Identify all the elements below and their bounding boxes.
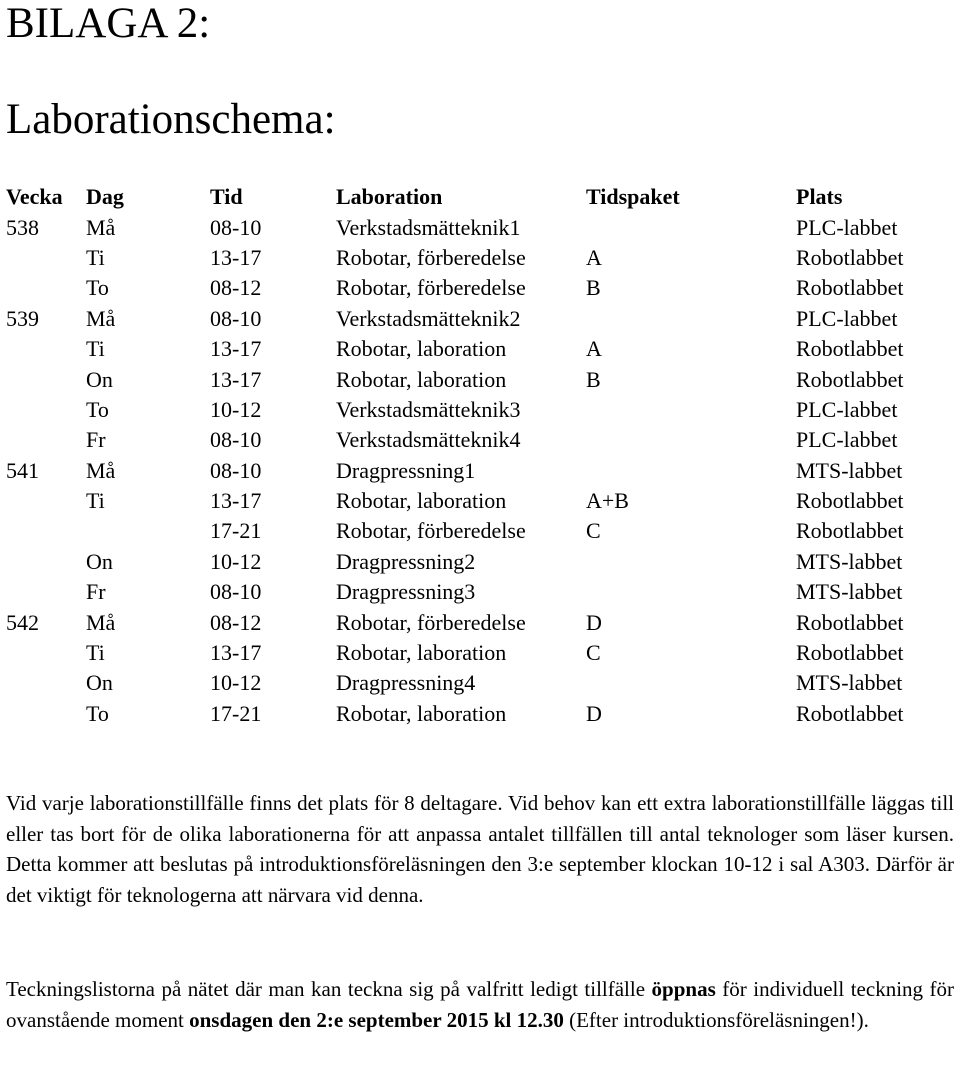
table-row (6, 212, 956, 242)
cell-laboration: Dragpressning4 (336, 670, 476, 696)
cell-dag: Ti (86, 488, 105, 514)
header-vecka: Vecka (6, 184, 63, 210)
cell-tid: 08-10 (210, 305, 262, 331)
cell-vecka (6, 699, 86, 729)
cell-plats: PLC-labbet (796, 427, 898, 453)
table-row (6, 577, 956, 607)
cell-tid: 08-12 (210, 275, 262, 301)
cell-dag: To (86, 275, 109, 301)
cell-vecka (6, 273, 86, 303)
cell-dag: To (86, 396, 109, 422)
cell-tidspaket (586, 395, 796, 425)
cell-plats: MTS-labbet (796, 548, 903, 574)
cell-tid: 10-12 (210, 548, 262, 574)
registration-text-2: för individuell teckning för ovanstående moment (6, 977, 955, 1032)
cell-tid: 08-12 (210, 609, 262, 635)
page-heading: BILAGA 2: (6, 0, 211, 47)
cell-tidspaket: D (586, 609, 602, 635)
cell-plats: Robotlabbet (796, 700, 904, 726)
cell-laboration: Dragpressning3 (336, 579, 476, 605)
table-header-row (6, 182, 956, 212)
cell-vecka (6, 577, 86, 607)
info-paragraph: Vid varje laborationstillfälle finns det plats för 8 deltagare. Vid behov kan ett extra laborationstillfälle läggas till eller tas bort för de olika laborationerna för att anpassa antalet tillfällen till antal teknologer som läser kursen. Detta kommer att beslutas på introduktionsföreläsningen den 3:e september klockan 10-12 i sal A303. Därför är det viktigt för teknologerna att närvara vid denna. (6, 791, 954, 907)
cell-tidspaket: A (586, 244, 602, 270)
table-row (6, 334, 956, 364)
cell-plats: Robotlabbet (796, 488, 904, 514)
cell-plats: Robotlabbet (796, 275, 904, 301)
cell-laboration: Robotar, laboration (336, 700, 507, 726)
cell-tid: 17-21 (210, 518, 262, 544)
cell-tidspaket (586, 425, 796, 455)
cell-tid: 10-12 (210, 670, 262, 696)
cell-dag: Må (86, 609, 116, 635)
cell-plats: Robotlabbet (796, 640, 904, 666)
cell-tid: 13-17 (210, 366, 262, 392)
cell-tidspaket (586, 668, 796, 698)
registration-bold-opens: öppnas (651, 977, 716, 1001)
cell-vecka (6, 668, 86, 698)
table-row (6, 243, 956, 273)
cell-vecka: 542 (6, 609, 39, 635)
cell-dag: On (86, 670, 113, 696)
cell-laboration: Verkstadsmätteknik2 (336, 305, 521, 331)
cell-plats: Robotlabbet (796, 609, 904, 635)
table-row (6, 516, 956, 546)
cell-tidspaket: D (586, 700, 602, 726)
cell-tid: 08-10 (210, 214, 262, 240)
header-tidspaket: Tidspaket (586, 184, 680, 210)
table-row (6, 395, 956, 425)
cell-laboration: Robotar, förberedelse (336, 244, 526, 270)
registration-paragraph (6, 974, 954, 1035)
cell-dag: On (86, 366, 113, 392)
header-laboration: Laboration (336, 184, 443, 210)
lab-schedule-table (6, 182, 956, 729)
cell-plats: MTS-labbet (796, 670, 903, 696)
table-row (6, 607, 956, 637)
cell-tid: 08-10 (210, 457, 262, 483)
header-tid: Tid (210, 184, 243, 210)
cell-tidspaket (586, 212, 796, 242)
cell-laboration: Robotar, laboration (336, 336, 507, 362)
table-row (6, 547, 956, 577)
cell-dag: Ti (86, 336, 105, 362)
cell-laboration: Verkstadsmätteknik1 (336, 214, 521, 240)
cell-vecka: 538 (6, 214, 39, 240)
registration-bold-date: onsdagen den 2:e september 2015 kl 12.30 (189, 1007, 564, 1032)
cell-tid: 17-21 (210, 700, 262, 726)
cell-laboration: Robotar, laboration (336, 640, 507, 666)
table-body (6, 212, 956, 729)
cell-vecka (6, 547, 86, 577)
cell-dag: Må (86, 305, 116, 331)
cell-vecka (6, 516, 86, 546)
cell-tid: 08-10 (210, 579, 262, 605)
cell-dag: Ti (86, 244, 105, 270)
cell-dag: Må (86, 214, 116, 240)
cell-laboration: Robotar, laboration (336, 366, 507, 392)
cell-dag (86, 516, 210, 546)
table-row (6, 699, 956, 729)
cell-tidspaket: C (586, 518, 601, 544)
cell-vecka (6, 395, 86, 425)
table-row (6, 425, 956, 455)
cell-vecka: 541 (6, 457, 39, 483)
cell-tidspaket (586, 456, 796, 486)
cell-vecka (6, 425, 86, 455)
cell-tidspaket: A (586, 336, 602, 362)
table-row (6, 668, 956, 698)
cell-tidspaket: B (586, 275, 601, 301)
cell-tidspaket (586, 304, 796, 334)
cell-plats: PLC-labbet (796, 305, 898, 331)
cell-vecka (6, 364, 86, 394)
cell-vecka (6, 243, 86, 273)
cell-plats: Robotlabbet (796, 336, 904, 362)
cell-tid: 13-17 (210, 488, 262, 514)
page-subheading: Laborationschema: (6, 96, 336, 143)
cell-plats: MTS-labbet (796, 457, 903, 483)
table-row (6, 486, 956, 516)
header-plats: Plats (796, 184, 843, 210)
cell-laboration: Dragpressning2 (336, 548, 476, 574)
cell-plats: Robotlabbet (796, 518, 904, 544)
table-row (6, 304, 956, 334)
table-row (6, 273, 956, 303)
table-row (6, 364, 956, 394)
cell-vecka: 539 (6, 305, 39, 331)
cell-laboration: Robotar, laboration (336, 488, 507, 514)
cell-dag: To (86, 700, 109, 726)
cell-vecka (6, 638, 86, 668)
cell-dag: Må (86, 457, 116, 483)
cell-tidspaket (586, 547, 796, 577)
table-row (6, 456, 956, 486)
cell-laboration: Verkstadsmätteknik4 (336, 427, 521, 453)
cell-dag: On (86, 548, 113, 574)
cell-vecka (6, 486, 86, 516)
cell-tidspaket: C (586, 640, 601, 666)
cell-dag: Ti (86, 640, 105, 666)
cell-tid: 13-17 (210, 336, 262, 362)
cell-plats: Robotlabbet (796, 366, 904, 392)
cell-tidspaket: A+B (586, 488, 629, 514)
cell-plats: PLC-labbet (796, 396, 898, 422)
cell-tid: 13-17 (210, 640, 262, 666)
cell-laboration: Robotar, förberedelse (336, 275, 526, 301)
cell-laboration: Robotar, förberedelse (336, 609, 526, 635)
header-dag: Dag (86, 184, 124, 210)
cell-plats: Robotlabbet (796, 244, 904, 270)
registration-text-1: Teckningslistorna på nätet där man kan teckna sig på valfritt ledigt tillfälle (6, 977, 652, 1001)
cell-laboration: Robotar, förberedelse (336, 518, 526, 544)
cell-dag: Fr (86, 427, 106, 453)
cell-plats: PLC-labbet (796, 214, 898, 240)
cell-laboration: Verkstadsmätteknik3 (336, 396, 521, 422)
cell-dag: Fr (86, 579, 106, 605)
cell-tid: 08-10 (210, 427, 262, 453)
cell-tidspaket (586, 577, 796, 607)
cell-laboration: Dragpressning1 (336, 457, 476, 483)
cell-tid: 10-12 (210, 396, 262, 422)
cell-tid: 13-17 (210, 244, 262, 270)
cell-vecka (6, 334, 86, 364)
table-row (6, 638, 956, 668)
cell-plats: MTS-labbet (796, 579, 903, 605)
cell-tidspaket: B (586, 366, 601, 392)
registration-text-3: (Efter introduktionsföreläsningen!). (563, 1007, 869, 1032)
